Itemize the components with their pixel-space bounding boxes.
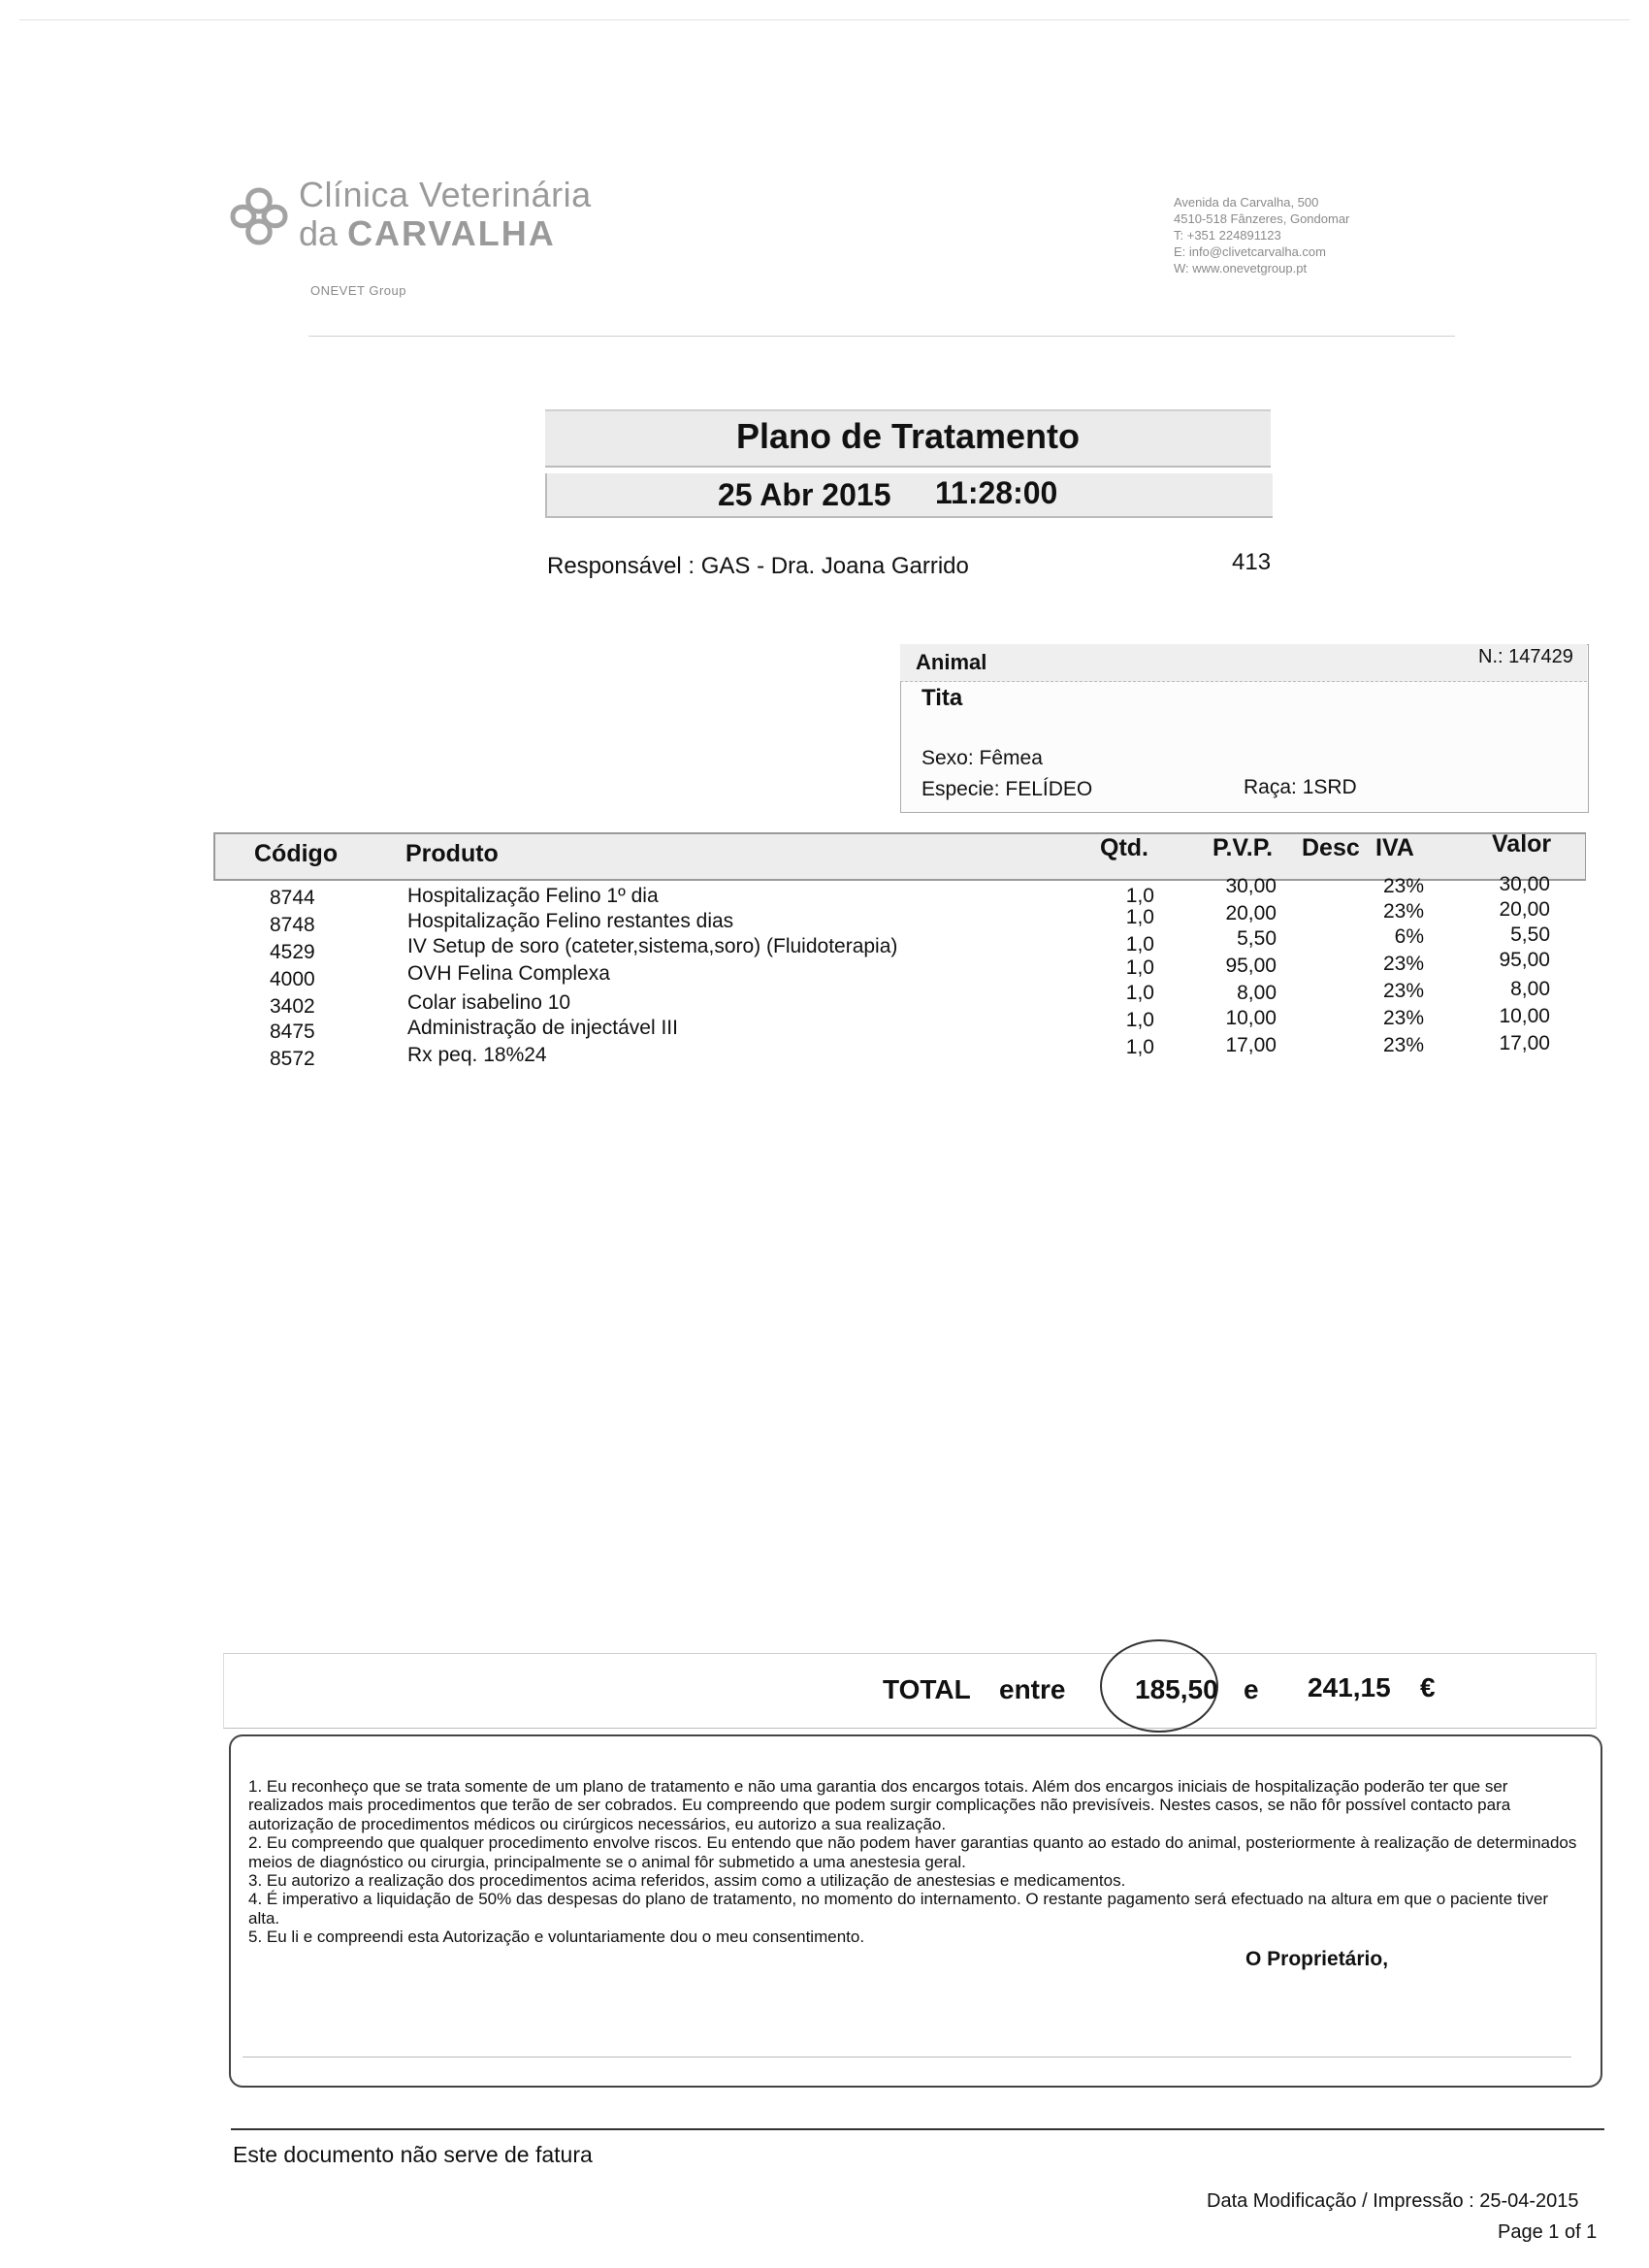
column-header-qty: Qtd. [1100,834,1148,861]
row-qty: 1,0 [1125,906,1154,928]
clinic-name-brand [299,213,556,254]
animal-number: N.: 147429 [1478,646,1573,667]
row-qty: 1,0 [1125,982,1154,1004]
row-pvp: 30,00 [1225,875,1277,897]
total-min: 185,50 [1135,1674,1218,1704]
responsible-number: 413 [1232,549,1272,575]
email-line: E: info@clivetcarvalha.com [1174,244,1326,259]
date-band [545,473,1273,518]
row-iva: 23% [1382,875,1424,897]
owner-signature-label: O Proprietário, [1245,1948,1389,1970]
row-pvp: 5,50 [1237,927,1277,950]
address-line: 4510-518 Fânzeres, Gondomar [1174,211,1350,226]
row-qty: 1,0 [1125,933,1154,956]
row-pvp: 8,00 [1237,982,1277,1004]
row-iva: 23% [1382,900,1424,923]
total-max: 241,15 [1308,1672,1391,1702]
clinic-name: Clínica Veterinária [299,175,592,214]
row-product: Hospitalização Felino 1º dia [407,885,659,907]
row-value: 17,00 [1499,1032,1550,1054]
row-code: 8748 [270,914,315,936]
total-and: e [1244,1674,1259,1704]
clinic-group: ONEVET Group [310,283,406,298]
row-qty: 1,0 [1125,1036,1154,1058]
clinic-logo-icon [225,182,293,250]
document-title: Plano de Tratamento [735,416,1081,456]
row-qty: 1,0 [1125,1009,1154,1031]
footer-page-number: Page 1 of 1 [1498,2221,1598,2243]
terms-paragraph: 2. Eu compreendo que qualquer procedimento envolve riscos. Eu entendo que não podem haver garantias quanto ao estado do animal, posteriormente à realização de determinados meios de diagnóstico ou cirurgia, principalmente se o animal fôr submetido a uma anestesia geral. [248,1833,1577,1871]
page-top-edge [19,19,1630,20]
total-between: entre [999,1674,1066,1704]
row-value: 95,00 [1499,949,1550,971]
clinic-name-prefix: da [299,213,339,253]
total-currency: € [1420,1672,1436,1702]
row-code: 8475 [270,1021,315,1043]
row-product: Colar isabelino 10 [407,991,571,1014]
row-qty: 1,0 [1125,956,1154,979]
animal-name: Tita [922,685,963,711]
terms-paragraph: 4. É imperativo a liquidação de 50% das despesas do plano de tratamento, no momento do internamento. O restante pagamento será efectuado na altura em que o paciente tiver alta. [248,1890,1549,1928]
document-date: 25 Abr 2015 [718,477,891,512]
row-iva: 6% [1394,925,1424,948]
row-product: Administração de injectável III [407,1017,678,1039]
column-header-code: Código [254,840,339,867]
document-time: 11:28:00 [935,475,1058,510]
row-product: Hospitalização Felino restantes dias [407,910,734,932]
row-code: 3402 [270,995,315,1018]
animal-breed: Raça: 1SRD [1244,776,1357,798]
row-code: 8572 [270,1048,315,1070]
animal-label: Animal [916,650,987,674]
row-product: OVH Felina Complexa [407,962,610,985]
total-label: TOTAL [883,1674,971,1704]
clinic-name-strong: CARVALHA [347,213,556,253]
footer-modified-date: Data Modificação / Impressão : 25-04-2015 [1207,2190,1579,2212]
row-code: 8744 [270,887,315,909]
column-header-value: Valor [1492,830,1552,858]
clinic-address [1174,194,1349,276]
row-value: 20,00 [1499,898,1550,921]
row-value: 8,00 [1510,978,1550,1000]
row-iva: 23% [1382,1007,1424,1029]
header-divider [308,336,1455,337]
row-pvp: 20,00 [1225,902,1277,924]
column-header-pvp: P.V.P. [1212,834,1274,861]
column-header-desc: Desc [1302,834,1360,861]
column-header-iva: IVA [1375,834,1414,861]
address-line: Avenida da Carvalha, 500 [1174,195,1319,210]
row-pvp: 95,00 [1225,955,1277,977]
row-product: IV Setup de soro (cateter,sistema,soro) (Fluidoterapia) [407,935,898,957]
row-qty: 1,0 [1125,885,1154,907]
terms-paragraph: 1. Eu reconheço que se trata somente de um plano de tratamento e não uma garantia dos encargos totais. Além dos encargos iniciais de hospitalização poderão ter que ser realizados mais procedimentos que terão de ser cobrados. Eu compreendo que podem surgir complicações não previsíveis. Nestes casos, se não fôr possível contacto para autorização de procedimentos médicos ou cirúrgicos necessários, eu autorizo a sua realização. [248,1777,1511,1833]
row-value: 5,50 [1510,923,1550,946]
row-code: 4529 [270,941,315,963]
row-code: 4000 [270,968,315,990]
footer-disclaimer: Este documento não serve de fatura [233,2142,593,2167]
responsible: Responsável : GAS - Dra. Joana Garrido [547,553,969,579]
terms-text [248,1777,1577,1947]
row-pvp: 10,00 [1225,1007,1277,1029]
row-iva: 23% [1382,980,1424,1002]
animal-species: Especie: FELÍDEO [922,778,1093,800]
terms-paragraph: 5. Eu li e compreendi esta Autorização e voluntariamente dou o meu consentimento. [248,1928,865,1947]
column-header-product: Produto [405,840,499,867]
row-pvp: 17,00 [1225,1034,1277,1056]
row-iva: 23% [1382,1034,1424,1056]
website-line: W: www.onevetgroup.pt [1174,261,1308,275]
terms-paragraph: 3. Eu autorizo a realização dos procedimentos acima referidos, assim como a utilização de anestesias e medicamentos. [248,1871,1126,1891]
row-product: Rx peq. 18%24 [407,1044,547,1066]
row-value: 10,00 [1499,1005,1550,1027]
row-iva: 23% [1382,953,1424,975]
row-value: 30,00 [1499,873,1550,895]
phone-line: T: +351 224891123 [1174,228,1281,243]
animal-sex: Sexo: Fêmea [922,747,1043,769]
footer-divider [231,2128,1604,2130]
